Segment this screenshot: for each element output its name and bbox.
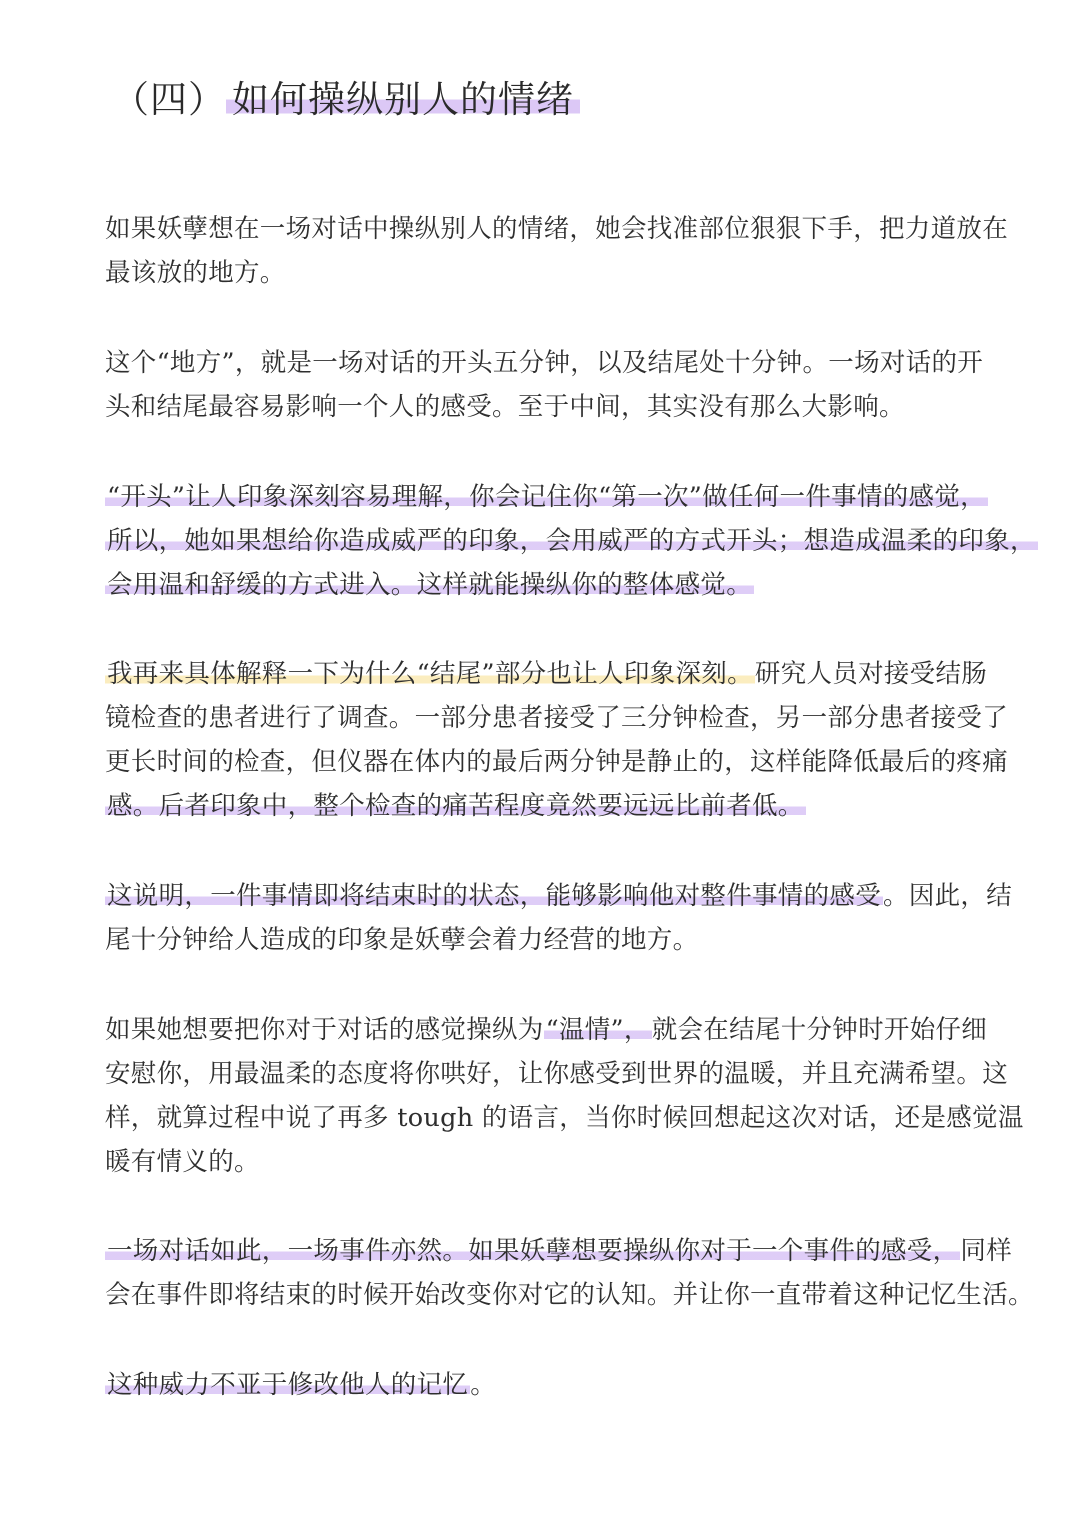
paragraph-line: 更长时间的检查，但仪器在体内的最后两分钟是静止的，这样能降低最后的疼痛 — [105, 747, 1009, 777]
highlighted-text: 这说明，一件事情即将结束时的状态，能够影响他对整件事情的感受 — [107, 881, 882, 911]
paragraph-8 — [105, 1363, 1055, 1407]
highlighted-text: 这种威力不亚于修改他人的记忆 — [107, 1370, 469, 1400]
plain-text: 。 — [470, 1370, 497, 1400]
paragraph-7 — [105, 1229, 1055, 1317]
paragraph-3 — [105, 475, 1055, 607]
paragraph-line — [105, 563, 1055, 607]
plain-text: 研究人员对接受结肠 — [754, 659, 988, 689]
paragraph-line — [105, 1008, 1055, 1052]
plain-text: 。因此，结 — [883, 881, 1013, 911]
highlighted-text: 感。后者印象中，整个检查的痛苦程度竟然要远远比前者低。 — [107, 791, 804, 821]
plain-text: 同样 — [960, 1236, 1013, 1266]
paragraph-line: 最该放的地方。 — [105, 258, 286, 288]
highlighted-text: “开头”让人印象深刻容易理解，你会记住你“第一次”做任何一件事情的感觉， — [107, 482, 986, 512]
paragraph-4 — [105, 652, 1055, 828]
paragraph-line: 这个“地方”，就是一场对话的开头五分钟，以及结尾处十分钟。一场对话的开 — [105, 348, 984, 378]
plain-text: 如果她想要把你对于对话的感觉操纵为 — [105, 1015, 544, 1045]
highlighted-text-yellow: 我再来具体解释一下为什么“结尾”部分也让人印象深刻。 — [107, 659, 753, 689]
section-title-text: 如何操纵别人的情绪 — [226, 78, 580, 121]
paragraph-line: 安慰你，用最温柔的态度将你哄好，让你感受到世界的温暖，并且充满希望。这 — [105, 1059, 1009, 1089]
paragraph-line — [105, 1363, 1055, 1407]
paragraph-1 — [105, 207, 1055, 295]
section-number: （四） — [112, 78, 226, 121]
paragraph-line — [105, 1229, 1055, 1273]
paragraph-2 — [105, 341, 1055, 429]
paragraph-line: 如果妖孽想在一场对话中操纵别人的情绪，她会找准部位狠狠下手，把力道放在 — [105, 214, 1009, 244]
paragraph-line: 样，就算过程中说了再多 tough 的语言，当你时候回想起这次对话，还是感觉温 — [105, 1103, 1024, 1133]
paragraph-line: 镜检查的患者进行了调查。一部分患者接受了三分钟检查，另一部分患者接受了 — [105, 703, 1009, 733]
highlighted-text: 会用温和舒缓的方式进入。这样就能操纵你的整体感觉。 — [107, 570, 753, 600]
plain-text: 就会在结尾十分钟时开始仔细 — [651, 1015, 988, 1045]
paragraph-line: 暖有情义的。 — [105, 1147, 260, 1177]
highlighted-text: “温情”， — [545, 1015, 650, 1045]
paragraph-line: 尾十分钟给人造成的印象是妖孽会着力经营的地方。 — [105, 925, 699, 955]
paragraph-line: 头和结尾最容易影响一个人的感受。至于中间，其实没有那么大影响。 — [105, 392, 905, 422]
paragraph-line — [105, 519, 1055, 563]
paragraph-line — [105, 874, 1055, 918]
section-title — [112, 72, 580, 128]
paragraph-6 — [105, 1008, 1055, 1184]
highlighted-text: 所以，她如果想给你造成威严的印象，会用威严的方式开头；想造成温柔的印象， — [107, 526, 1036, 556]
paragraph-line — [105, 784, 1055, 828]
paragraph-5 — [105, 874, 1055, 962]
highlighted-text: 一场对话如此，一场事件亦然。如果妖孽想要操纵你对于一个事件的感受， — [107, 1236, 959, 1266]
paragraph-line — [105, 475, 1055, 519]
paragraph-line — [105, 652, 1055, 696]
paragraph-line: 会在事件即将结束的时候开始改变你对它的认知。并让你一直带着这种记忆生活。 — [105, 1280, 1034, 1310]
